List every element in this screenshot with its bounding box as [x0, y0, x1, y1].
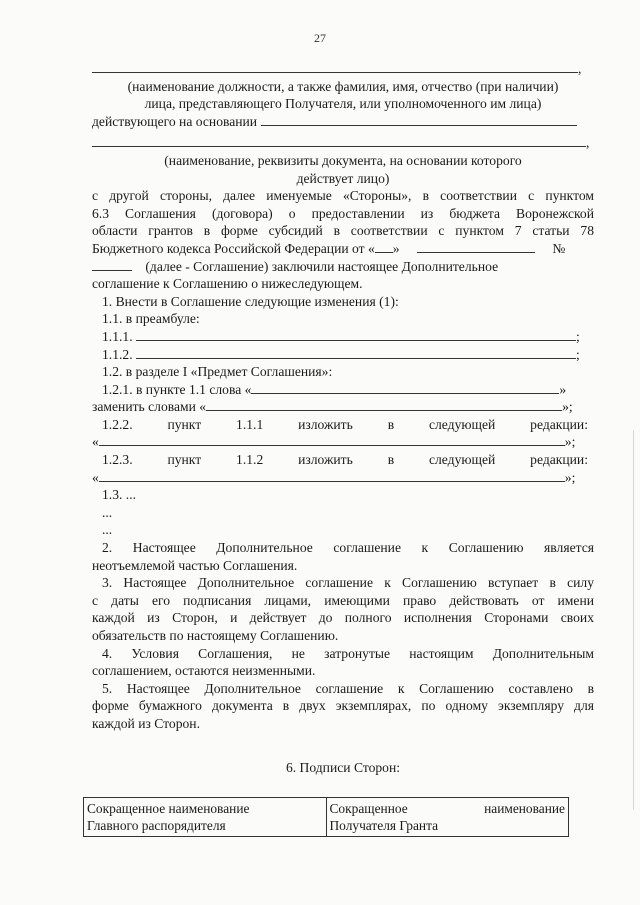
intro-line-5: (далее - Соглашение) заключили настоящее Дополнительное — [92, 258, 594, 276]
document-body — [92, 60, 594, 776]
para-5-line-2: форме бумажного документа в двух экземплярах, по одному экземпляру для — [92, 698, 594, 714]
blank-number — [92, 258, 132, 271]
blank-line — [261, 113, 577, 126]
header-caption-position: (наименование должности, а также фамилия, имя, отчество (при наличии) — [127, 78, 559, 94]
item-1: 1. Внести в Соглашение следующие изменения (1): — [102, 293, 399, 309]
para-4-line-2: соглашением, остаются неизменными. — [92, 663, 316, 679]
item-1-2-3-text: « »; — [92, 469, 576, 485]
blank-line — [136, 328, 576, 341]
intro-line-3: области грантов в форме субсидий в соответствии с пунктом 7 статьи 78 — [92, 223, 594, 239]
intro-line-2: 6.3 Соглашения (договора) о предоставлении из бюджета Воронежской — [92, 205, 594, 221]
signature-cell-right: Сокращенное наименование Получателя Гранта — [326, 798, 569, 837]
intro-line-1: с другой стороны, далее именуемые «Стороны», в соответствии с пунктом — [92, 188, 594, 204]
scan-edge-line — [633, 430, 634, 810]
intro-line-6: соглашение к Соглашению о нижеследующем. — [92, 276, 363, 292]
item-1-2-2-text: « »; — [92, 434, 576, 450]
item-1-2-1: 1.2.1. в пункте 1.1 слова « » — [102, 381, 567, 397]
item-1-1-2: 1.1.2. ; — [102, 346, 580, 362]
blank-line — [136, 346, 576, 359]
header-line-1: , — [92, 60, 594, 78]
item-1-1: 1.1. в преамбуле: — [102, 311, 200, 327]
blank-day — [375, 240, 393, 253]
blank-line — [206, 398, 562, 411]
para-3-line-4: обязательств по настоящему Соглашению. — [92, 628, 339, 643]
page-number: 27 — [314, 31, 326, 45]
ellipsis-1: ... — [102, 504, 113, 520]
item-1-1-1: 1.1.1. ; — [102, 328, 580, 344]
blank-line — [92, 134, 586, 147]
blank-line — [99, 433, 565, 446]
intro-line-4: Бюджетного кодекса Российской Федерации от « » № — [92, 240, 566, 256]
header-basis-line: действующего на основании — [92, 113, 594, 131]
para-5-line-3: каждой из Сторон. — [92, 715, 200, 731]
blank-line — [99, 469, 565, 482]
item-1-3: 1.3. ... — [102, 487, 136, 503]
para-3-line-1: 3. Настоящее Дополнительное соглашение к Соглашению вступает в силу — [102, 575, 594, 591]
ellipsis-2: ... — [102, 522, 113, 538]
para-3-line-2: с даты его подписания лицами, имеющими право действовать от имени — [92, 592, 594, 608]
para-2-line-2: неотъемлемой частью Соглашения. — [92, 557, 298, 573]
item-1-2-3: 1.2.3. пункт 1.1.2 изложить в следующей редакции: — [102, 452, 588, 468]
para-4-line-1: 4. Условия Соглашения, не затронутые настоящим Дополнительным — [102, 645, 594, 661]
header-caption-acts: действует лицо) — [296, 170, 390, 186]
section-6-title: 6. Подписи Сторон: — [285, 759, 401, 775]
header-line-5: , — [92, 134, 594, 152]
para-5-line-1: 5. Настоящее Дополнительное соглашение к Соглашению составлено в — [102, 680, 594, 696]
blank-line — [92, 60, 578, 73]
item-1-2-2: 1.2.2. пункт 1.1.1 изложить в следующей редакции: — [102, 416, 588, 432]
para-2-line-1: 2. Настоящее Дополнительное соглашение к Соглашению является — [102, 540, 594, 556]
signature-table — [83, 797, 569, 837]
header-caption-document: (наименование, реквизиты документа, на основании которого — [164, 152, 522, 168]
blank-line — [251, 381, 559, 394]
item-1-2-1-replace: заменить словами « »; — [92, 399, 573, 415]
blank-date — [417, 240, 535, 253]
signature-cell-left: Сокращенное наименование Главного распорядителя — [84, 798, 327, 837]
item-1-2: 1.2. в разделе I «Предмет Соглашения»: — [102, 364, 333, 380]
para-3-line-3: каждой из Сторон, и действует до полного исполнения Сторонами своих — [92, 610, 594, 626]
header-caption-person: лица, представляющего Получателя, или уполномоченного им лица) — [144, 96, 542, 112]
